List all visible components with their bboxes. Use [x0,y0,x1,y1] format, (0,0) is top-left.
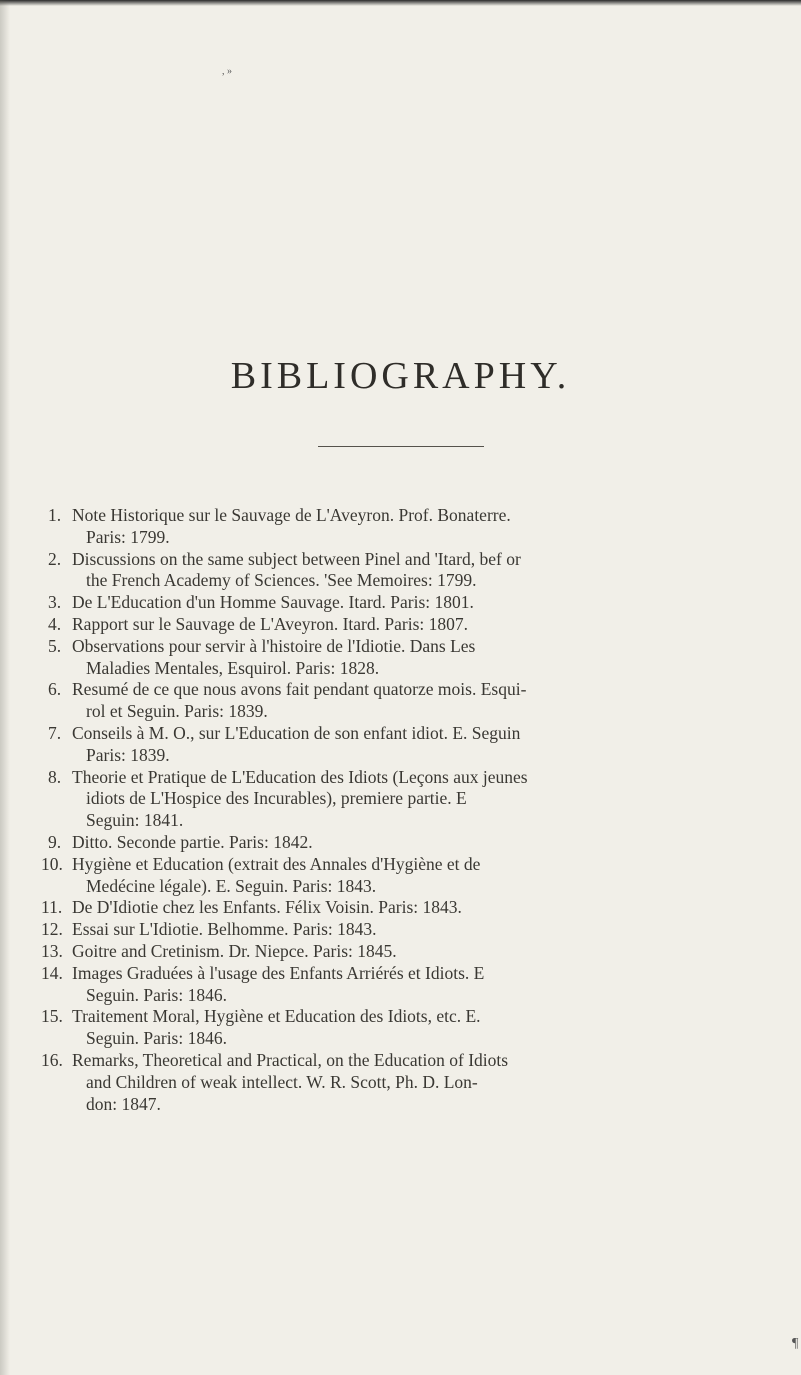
entry-text [72,897,788,919]
bibliography-entry [48,592,788,614]
entry-number: 14. [41,962,63,983]
entry-number: 13. [41,940,63,961]
entry-number: 9. [48,831,62,852]
entry-number: 3. [48,592,62,613]
entry-line: Medécine légale). E. Seguin. Paris: 1843. [86,875,377,896]
bibliography-entry [41,940,788,963]
entry-line: Seguin. Paris: 1846. [86,1028,227,1049]
entry-line: Maladies Mentales, Esquirol. Paris: 1828. [86,657,380,678]
entry-line: Theorie et Pratique de L'Education des Idiots (Leçons aux jeunes [72,766,528,787]
entry-line: idiots de L'Hospice des Incurables), premiere partie. E [86,788,467,809]
entry-number: 12. [41,919,63,940]
entry-text [72,1006,788,1050]
entry-text [72,1050,788,1115]
bibliography-entry [41,1006,788,1050]
page-binding-shadow [0,0,10,1375]
bibliography-entry [48,614,788,636]
entry-line: Seguin. Paris: 1846. [86,984,227,1005]
entry-text [72,854,788,898]
entry-number: 16. [41,1049,63,1070]
entry-line: Observations pour servir à l'histoire de l'Idiotie. Dans Les [72,635,476,656]
entry-number: 8. [48,766,62,787]
title-divider [318,446,484,447]
stray-print-marks: , » [222,66,232,77]
entry-text [72,919,788,941]
entry-line: Paris: 1839. [86,744,170,765]
entry-line: De L'Education d'un Homme Sauvage. Itard. Paris: 1801. [72,592,474,613]
entry-number: 7. [48,722,62,743]
bibliography-entry [48,679,788,723]
entry-number: 11. [41,897,63,918]
bibliography-entry [48,549,788,593]
bibliography-entry [48,723,788,767]
entry-text [72,767,788,832]
entry-number: 2. [48,548,62,569]
entry-line: Discussions on the same subject between Pinel and 'Itard, bef or [72,548,521,569]
entry-text [72,636,788,680]
entry-number: 1. [48,505,62,525]
entry-text [72,614,788,636]
margin-mark: ¶ [792,1336,799,1351]
entry-text [72,679,788,723]
entry-line: and Children of weak intellect. W. R. Scott, Ph. D. Lon- [86,1071,478,1092]
entry-line: Hygiène et Education (extrait des Annales d'Hygiène et de [72,853,481,874]
bibliography-entry [41,897,788,919]
entry-line: Rapport sur le Sauvage de L'Aveyron. Itard. Paris: 1807. [72,613,468,634]
bibliography-entry [48,636,788,680]
entry-line: Essai sur L'Idiotie. Belhomme. Paris: 1843. [72,919,377,940]
bibliography-entry [48,505,788,549]
entry-number: 5. [48,635,62,656]
entry-line: Conseils à M. O., sur L'Education de son enfant idiot. E. Seguin [72,722,521,743]
entry-number: 10. [41,853,63,874]
entry-line: Seguin: 1841. [86,810,184,831]
entry-text [72,941,788,963]
entry-number: 6. [48,679,62,700]
bibliography-entry [41,919,788,941]
bibliography-entry [41,853,788,898]
entry-number: 4. [48,613,62,634]
entry-text [72,963,788,1007]
entry-number: 15. [41,1006,63,1027]
bibliography-entry [41,962,788,1007]
entry-text [72,723,788,767]
entry-text [72,592,788,614]
entry-line: Goitre and Cretinism. Dr. Niepce. Paris: 1845. [72,940,397,961]
entry-line: Remarks, Theoretical and Practical, on the Education of Idiots [72,1049,509,1070]
bibliography-entry [41,1049,788,1115]
entry-line: don: 1847. [86,1093,161,1114]
entry-line: Paris: 1799. [86,526,170,547]
entry-line: Traitement Moral, Hygiène et Education des Idiots, etc. E. [72,1006,481,1027]
page-title: BIBLIOGRAPHY. [230,355,571,397]
entry-line: Note Historique sur le Sauvage de L'Aveyron. Prof. Bonaterre. [72,505,511,525]
page-edge-shadow [0,0,801,6]
entry-line: Resumé de ce que nous avons fait pendant quatorze mois. Esqui- [72,679,527,700]
entry-line: Images Graduées à l'usage des Enfants Arriérés et Idiots. E [72,962,485,983]
bibliography-list [41,505,788,1115]
entry-line: the French Academy of Sciences. 'See Memoires: 1799. [86,570,477,591]
bibliography-entry [48,767,788,832]
entry-line: Ditto. Seconde partie. Paris: 1842. [72,831,313,852]
entry-text [72,505,788,549]
entry-text [72,549,788,593]
entry-line: De D'Idiotie chez les Enfants. Félix Voisin. Paris: 1843. [72,897,462,918]
entry-text [72,832,788,854]
bibliography-entry [48,832,788,854]
entry-line: rol et Seguin. Paris: 1839. [86,701,268,722]
